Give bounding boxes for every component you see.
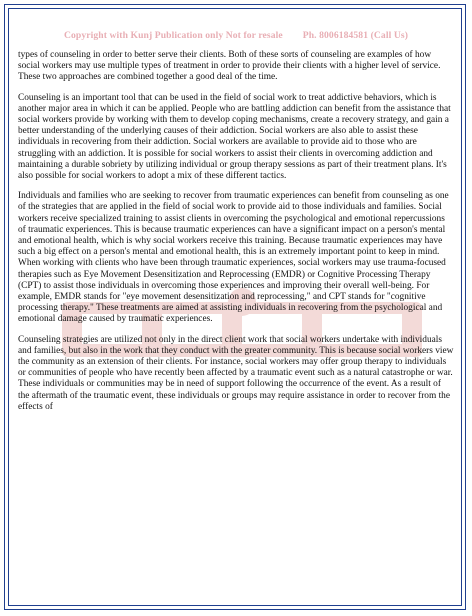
paragraph-1: types of counseling in order to better serve their clients. Both of these sorts of counseling are examples of how social workers may use multiple types of treatment in order to provide their clients with a higher level of service. These two approaches are combined together a good deal of the time. xyxy=(18,50,441,83)
copyright-notice: Copyright with Kunj Publication only Not for resale xyxy=(63,30,283,41)
paragraph-4: Counseling strategies are utilized not only in the direct client work that social workers undertake with individuals and families, but also in the work that they conduct with the greater community. This is because social workers view the community as an extension of their clients. For instance, social workers may offer group therapy to individuals or communities of people who have recently been affected by a traumatic event such as a natural catastrophe or war. These individuals or communities may be in need of support following the occurrence of the event. As a result of the aftermath of the traumatic event, these individuals or groups may require assistance in order to recover from the effects of xyxy=(18,334,454,412)
document-body xyxy=(18,50,454,422)
paragraph-3: Individuals and families who are seeking to recover from traumatic experiences can benefit from counseling as one of the strategies that are applied in the field of social work to provide aid to those individuals and families. Social workers receive specialized training to assist clients in overcoming the psychological and emotional repercussions of traumatic experiences. This is because traumatic experiences can have a significant impact on a person's mental and emotional health, which is why social workers receive this training. Because traumatic experiences may have such a big effect on a person's mental and emotional health, this is an extremely important point to keep in mind. When working with clients who have been through traumatic experiences, social workers may use trauma-focused therapies such as Eye Movement Desensitization and Reprocessing (EMDR) or Cognitive Processing Therapy (CPT) to assist those individuals in overcoming those experiences and improving their overall well-being. For example, EMDR stands for "eye movement desensitization and reprocessing," and CPT stands for "cognitive processing therapy." These treatments are aimed at assisting individuals in recovering from the psychological and emotional damage caused by traumatic experiences. xyxy=(18,191,449,325)
phone-contact: Ph. 8006184581 (Call Us) xyxy=(302,30,408,41)
page-header xyxy=(0,30,472,41)
paragraph-2: Counseling is an important tool that can be used in the field of social work to treat addictive behaviors, which is another major area in which it can be applied. People who are battling addiction can benefit from the assistance that social workers provide by working with them to develop coping mechanisms, create a recovery strategy, and gain a better understanding of the underlying causes of their addiction. Social workers are also able to assist these individuals in recovering from their addiction. Social workers are available to provide aid to those who are struggling with an addiction. It is possible for social workers to assist their clients in overcoming addiction and maintaining a durable sobriety by utilizing individual or group therapy sessions as part of their treatment plans. It's also possible for social workers to adopt a mix of these different tactics. xyxy=(18,92,451,182)
